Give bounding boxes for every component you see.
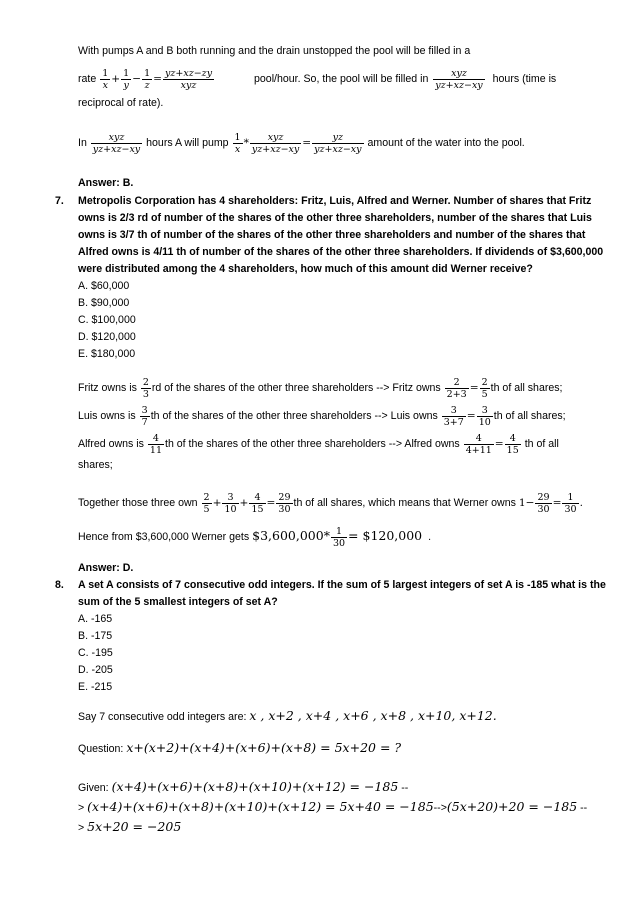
q6-pump-tail: amount of the water into the pool. [367, 137, 525, 149]
frac-1-x: $\frac{1}{x}$ [102, 67, 109, 91]
q8-question-formula: x+(x+2)+(x+4)+(x+6)+(x+8) = 5x+20 = ? [126, 740, 402, 755]
q7-fritz-line: Fritz owns is $\frac{2}{3}$ rd of the shares of the other three shareholders --> Fritz owns $\frac{2}{2+3}$ = $\frac{2}{5}$ th of all shares; [78, 376, 563, 400]
q7-number: 7. [55, 195, 64, 207]
q8-question-line: A set A consists of 7 consecutive odd integers. If the sum of 5 largest integers of set A is -185 what is the [78, 579, 606, 591]
q7-option: A. $60,000 [78, 280, 130, 292]
q7-answer: Answer: D. [78, 562, 134, 574]
frac-1-y: $\frac{1}{y}$ [123, 67, 130, 91]
frac-2-5: $\frac{2}{5}$ [481, 376, 488, 400]
q8-say-line: Say 7 consecutive odd integers are: x , x+2 , x+4 , x+6 , x+8 , x+10, x+12. [78, 708, 497, 723]
q7-alfred-line: Alfred owns is $\frac{4}{11}$ th of the shares of the other three shareholders --> Alfred owns $\frac{4}{4+11}$ = $\frac{4}{15}$ th of all [78, 432, 559, 456]
q8-option: E. -215 [78, 681, 113, 693]
q8-number: 8. [55, 579, 64, 591]
frac-pump-time: $\frac{\text{xyz}}{yz+xz-xy}$ [251, 131, 300, 155]
q7-question-line: were distributed among the 4 shareholders, how much of this amount did Werner receive? [78, 263, 533, 275]
q6-rate-unit: pool/hour. So, the pool will be filled in [254, 73, 429, 85]
frac-3-7: $\frac{3}{7}$ [141, 404, 148, 428]
q6-pump-line: In $\frac{\text{xyz}}{yz+xz-xy}$ hours A will pump $\frac{1}{x}$ * $\frac{\text{xyz}}{yz+xz-xy}$ = $\frac{yz}{yz+xz-xy}$ amount of the water into the pool. [78, 131, 525, 155]
q6-time-tail: hours (time is [492, 73, 557, 85]
q8-option: D. -205 [78, 664, 113, 676]
q8-say-terms: x , x+2 , x+4 , x+6 , x+8 , x+10, x+12. [249, 708, 497, 723]
frac-29-30: $\frac{29}{30}$ [278, 491, 291, 515]
frac-in-time: $\frac{\text{xyz}}{yz+xz-xy}$ [92, 131, 141, 155]
frac-time: $\frac{\text{xyz}}{yz+xz-xy}$ [435, 67, 483, 91]
frac-rate: $\frac{yz+xz-zy}{\text{xyz}}$ [165, 67, 213, 91]
frac-pump-result: $\frac{yz}{yz+xz-xy}$ [314, 131, 362, 155]
frac-29-30-b: $\frac{29}{30}$ [537, 491, 550, 515]
q8-line3: > 5x+20 = −205 [78, 819, 182, 834]
frac-1-x-b: $\frac{1}{x}$ [234, 131, 241, 155]
frac-1-30-b: $\frac{1}{30}$ [332, 525, 346, 549]
frac-1-z: $\frac{1}{z}$ [144, 67, 151, 91]
q7-question-line: owns is 3/7 th of number of the shares of the other three shareholders and number of the shares that [78, 229, 586, 241]
frac-4-11: $\frac{4}{11}$ [149, 432, 162, 456]
frac-2-5-b: $\frac{2}{5}$ [203, 491, 210, 515]
q8-question-line: sum of the 5 smallest integers of set A? [78, 596, 278, 608]
q7-option: B. $90,000 [78, 297, 130, 309]
q7-together-line: Together those three own $\frac{2}{5}$ + $\frac{3}{10}$ + $\frac{4}{15}$ = $\frac{29}{30}$ th of all shares, which means that Werner owns 1− $\frac{29}{30}$ = $\frac{1}{30}$ . [78, 491, 583, 515]
frac-4-15-b: $\frac{4}{15}$ [251, 491, 264, 515]
q7-option: D. $120,000 [78, 331, 136, 343]
q8-option: C. -195 [78, 647, 113, 659]
q7-luis-line: Luis owns is $\frac{3}{7}$ th of the shares of the other three shareholders --> Luis owns $\frac{3}{3+7}$ = $\frac{3}{10}$ th of all shares; [78, 404, 566, 428]
q6-in-tail: hours A will pump [146, 137, 229, 149]
q8-line2: > (x+4)+(x+6)+(x+8)+(x+10)+(x+12) = 5x+40 = −185-->(5x+20)+20 = −185 -- [78, 799, 588, 814]
frac-3-10: $\frac{3}{10}$ [478, 404, 491, 428]
q6-rate-label: rate [78, 73, 97, 85]
q6-reciprocal-note: reciprocal of rate). [78, 97, 164, 109]
q8-question-formula-line: Question: x+(x+2)+(x+4)+(x+6)+(x+8) = 5x+20 = ? [78, 740, 402, 755]
q7-hence-line: Hence from $3,600,000 Werner gets $3,600,000* $\frac{1}{30}$ = $120,000 . [78, 525, 432, 549]
frac-1-30: $\frac{1}{30}$ [564, 491, 577, 515]
q8-option: B. -175 [78, 630, 113, 642]
frac-3-10-b: $\frac{3}{10}$ [224, 491, 237, 515]
q7-option: E. $180,000 [78, 348, 136, 360]
q6-answer: Answer: B. [78, 177, 134, 189]
frac-2-3: $\frac{2}{3}$ [142, 376, 149, 400]
q8-given-line: Given: (x+4)+(x+6)+(x+8)+(x+10)+(x+12) = −185 -- [78, 779, 409, 794]
q6-rate-line: rate $\frac{1}{x}$ + $\frac{1}{y}$ − $\frac{1}{z}$ = $\frac{yz+xz-zy}{\text{xyz}}$ pool/hour. So, the pool will be filled in $\frac{\text{xyz}}{yz+xz-xy}$ hours (time is [78, 67, 557, 91]
q7-question-line: owns is 2/3 rd of number of the shares of the other three shareholders, number of the shares that Luis [78, 212, 592, 224]
frac-4-15: $\frac{4}{15}$ [506, 432, 519, 456]
q6-intro: With pumps A and B both running and the drain unstopped the pool will be filled in a [78, 45, 471, 57]
q8-given-formula: (x+4)+(x+6)+(x+8)+(x+10)+(x+12) = −185 [111, 779, 399, 794]
q6-in-label: In [78, 137, 87, 149]
q7-alfred-tail2: shares; [78, 459, 113, 471]
q7-question-line: Metropolis Corporation has 4 shareholders: Fritz, Luis, Alfred and Werner. Number of shares that Fritz [78, 195, 592, 207]
frac-2-2plus3: $\frac{2}{2+3}$ [446, 376, 467, 400]
q7-question-line: Alfred owns is 4/11 th of number of the shares of the other three shareholders. If dividends of $3,600,000 [78, 246, 604, 258]
q8-option: A. -165 [78, 613, 113, 625]
q7-option: C. $100,000 [78, 314, 136, 326]
frac-4-4plus11: $\frac{4}{4+11}$ [465, 432, 492, 456]
frac-3-3plus7: $\frac{3}{3+7}$ [443, 404, 464, 428]
